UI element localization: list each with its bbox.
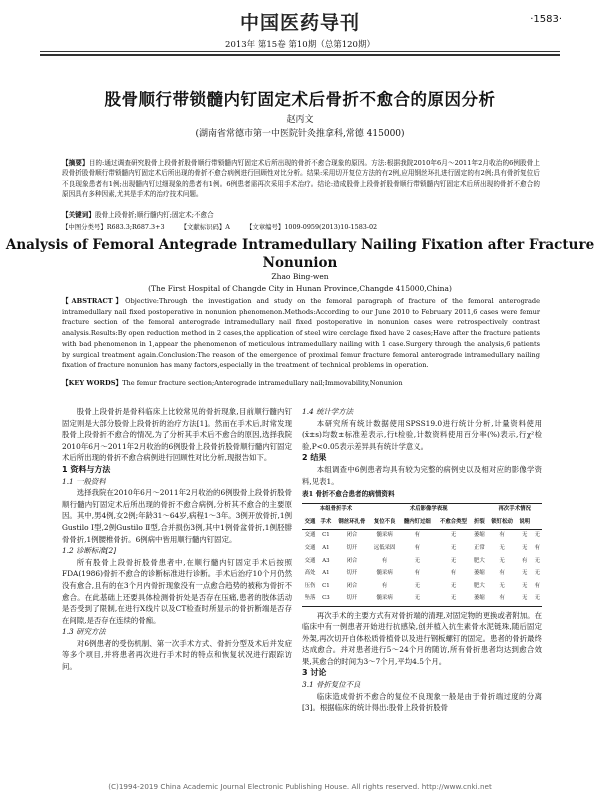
table-cell: 有 bbox=[381, 557, 388, 564]
patient-data-table bbox=[302, 503, 542, 607]
table-row bbox=[302, 568, 542, 581]
abstract-en bbox=[62, 296, 540, 371]
table-group-surgery: 本组骨折手术 bbox=[302, 503, 370, 516]
issue-line: 2013年 第15卷 第10期（总第120期） bbox=[225, 40, 375, 50]
table-cell: 切开 bbox=[346, 570, 358, 577]
table-column-header: 说明 bbox=[517, 516, 533, 529]
table-cell: 无 bbox=[517, 593, 533, 606]
intro-paragraph: 股骨上段骨折是骨科临床上比较常见的骨折现象,目前顺行髓内钉固定则是大部分股骨上段骨折的治疗方法[1]。然而在手术后,时常发现股骨上段骨折不愈合的情况,为了分析其手术后不愈合的原因,选择我院2010年6月～2011年2月收治的6例股骨上段骨折股骨顺行髓内钉固定术后所出现的骨折不愈合病例进行回顾性对比分析,现报告如下。 bbox=[62, 407, 292, 463]
keywords-en-label: 【KEY WORDS】 bbox=[62, 379, 123, 387]
subsection-heading-1-3: 1.3 研究方法 bbox=[62, 627, 106, 637]
body-column-left bbox=[62, 406, 292, 673]
table-cell: 切开 bbox=[346, 545, 358, 552]
table-cell: 无 bbox=[534, 570, 541, 577]
table-cell: 无 bbox=[414, 557, 421, 564]
article-affiliation-en: (The First Hospital of Changde City in Hunan Province,Changde 415000,China) bbox=[148, 284, 452, 293]
table-cell: 有 bbox=[534, 582, 541, 589]
table-column-header: 折裂 bbox=[471, 516, 487, 529]
table-cell: 无 bbox=[522, 545, 528, 552]
table-cell: 无 bbox=[534, 532, 541, 539]
keywords-en bbox=[62, 378, 540, 388]
page-number: ·1583· bbox=[530, 14, 562, 25]
article-author: 赵丙文 bbox=[286, 115, 314, 125]
table-cell: 萎缩 bbox=[474, 570, 485, 577]
table-column-header: 复位不良 bbox=[370, 516, 399, 529]
table-cell: 萎缩 bbox=[474, 532, 485, 539]
table-cell: 无 bbox=[499, 545, 505, 552]
table-cell: C3 bbox=[318, 593, 334, 606]
table-cell: 无 bbox=[414, 582, 421, 589]
paragraph-2b: 再次手术的主要方式有对骨折端的清理,对固定物的更换或者附加。在临床中有一例患者开始进行抗感染,创并植入抗生素骨水泥链珠,随后固定外架,再次切开自体松质骨植骨以及进行钢板螺钉的固定。患者的骨折最终达成愈合。并对患者进行5～24个月的随访,所有骨折患者均达到愈合效果,其愈合的时间为3～7个月,平均4.5个月。 bbox=[302, 610, 542, 666]
table-column-header: 不愈合类型 bbox=[435, 516, 471, 529]
table-cell: 萎缩 bbox=[471, 593, 487, 606]
keywords-cn bbox=[62, 210, 540, 220]
abstract-cn bbox=[62, 158, 540, 199]
table-cell: 高处 bbox=[304, 570, 316, 577]
table-cell: 有 bbox=[487, 593, 516, 606]
paragraph-1-1: 选择我院在2010年6月～2011年2月收治的6例股骨上段骨折股骨顺行髓内钉固定术后所出现的骨折不愈合病例,分析其不愈合的主要原因。其中,男4例,女2例;年龄31～64岁,病程1～3年。3例开放骨折,1例Gustilo Ⅰ型,2例Gustilo Ⅱ型,合并损伤3例,其中1例骨盆骨折,1例胫腓骨骨折,1例腰椎骨折。6例病中皆用顺行髓内钉固定。 bbox=[62, 488, 292, 544]
document-code: 【文献标识码】A bbox=[180, 223, 230, 231]
table-column-header: 锁钉松动 bbox=[487, 516, 516, 529]
table-cell: 无 bbox=[435, 593, 471, 606]
table-cell: 有 bbox=[522, 557, 528, 564]
table-cell: 无 bbox=[450, 557, 457, 564]
table-cell: 交通 bbox=[304, 557, 316, 564]
abstract-en-label: 【ABSTRACT】 bbox=[62, 297, 126, 305]
copyright-footer: (C)1994-2019 China Academic Journal Electronic Publishing House. All rights reserved. http://www.cnki.net bbox=[108, 782, 492, 791]
table-column-header-spacer bbox=[533, 516, 542, 529]
table-cell: 无 bbox=[499, 557, 505, 564]
table-cell: 有 bbox=[414, 545, 421, 552]
table-cell: 切开 bbox=[334, 593, 370, 606]
table-cell: 无 bbox=[522, 532, 528, 539]
abstract-en-text: Objective:Through the investigation and study on the femoral paragraph of fracture of the femoral anterograde intramedullary nail fixed postoperative in nonunion phenomenon.Methods:According to our June 2010 to February 2011,6 cases were femur fracture section of the femoral anterograde intramedullary nail fixed postoperative in nonunion cases were retrospectively contrast analysis.Results:By open reduction method in 2 cases,the application of steel wire cerclage fixed have 2 cases;Have after the fracture patients with bad phenomenon in 1,appear the phenomenon of meticulous intramedullary nailing with 1 case.Surgery through the analysis,6 patients by surgical treatment again.Conclusion:The reason of the emergence of proximal femur fracture femoral anterograde intramedullary nailing fixation of fracture nonunion has many factors,especially in the treatment of technical problems in operation. bbox=[62, 297, 540, 370]
table-cell: 有 bbox=[499, 532, 505, 539]
table-cell: 无 bbox=[450, 532, 457, 539]
table-cell: 肥大 bbox=[474, 557, 485, 564]
journal-logo: 中国医药导刊 bbox=[239, 12, 360, 34]
table-cell: 闭合 bbox=[346, 582, 358, 589]
article-affiliation: (湖南省常德市第一中医院针灸推拿科,常德 415000) bbox=[195, 129, 405, 139]
paragraph-2: 本组调查中6例患者均具有较为完整的病例史以及相对应的影像学资料,见表1。 bbox=[302, 464, 542, 486]
table-row bbox=[302, 593, 542, 606]
paragraph-3-1: 临床造成骨折不愈合的复位不良现象一般是由于骨折端过度的分离[3]。根据临床的统计得出:股骨上段骨折股骨 bbox=[302, 691, 542, 713]
section-heading-2: 2 结果 bbox=[302, 453, 327, 463]
abstract-cn-label: 【摘要】 bbox=[62, 159, 89, 167]
table-column-header: 手术 bbox=[318, 516, 334, 529]
table-cell: 有 bbox=[499, 570, 505, 577]
table-cell: A1 bbox=[322, 545, 330, 552]
article-title-en: Analysis of Femoral Antegrade Intramedullary Nailing Fixation after Fracture Nonunion bbox=[5, 237, 595, 271]
table-cell: 交通 bbox=[304, 532, 316, 539]
table-row bbox=[302, 543, 542, 556]
table-cell: 无 bbox=[534, 557, 541, 564]
table-caption: 表1 骨折不愈合患者的病情资料 bbox=[302, 490, 395, 499]
abstract-cn-text: 目的:通过调查研究股骨上段骨折股骨顺行带锁髓内钉固定术后所出现的骨折不愈合现象的原因。方法:根据我院2010年6月～2011年2月收治的6例股骨上段骨折股骨顺行带锁髓内钉固定术后所出现的骨折不愈合病例进行回顾性对比分析。结果:采用切开复位方法的有2例,应用钢丝环扎进行固定的有2例;具有骨折复位后不良现象患者有1例;出现髓内钉过细现象的患者有1例。6例患者需再次采用手术治疗。结论:造成股骨上段骨折股骨顺行带锁髓内钉固定术后所出现的骨折不愈合的原因具有多种因素,尤其是手术的治疗技术问题。 bbox=[62, 159, 540, 198]
table-cell: C1 bbox=[322, 582, 330, 589]
table-cell: 无 bbox=[450, 582, 457, 589]
section-heading-1: 1 资料与方法 bbox=[62, 464, 111, 474]
header-rule-thin bbox=[40, 51, 560, 52]
keywords-cn-label: 【关键词】 bbox=[62, 211, 95, 219]
table-cell: 远低采固 bbox=[373, 545, 396, 552]
table-column-header: 髓内钉过细 bbox=[399, 516, 435, 529]
table-cell: 无 bbox=[533, 593, 542, 606]
table-group-imaging: 术后影像学表现 bbox=[370, 503, 487, 516]
table-row bbox=[302, 580, 542, 593]
subsection-heading-1-4: 1.4 统计学方法 bbox=[302, 407, 354, 416]
table-cell: 有 bbox=[534, 545, 541, 552]
subsection-heading-1-1: 1.1 一般资料 bbox=[62, 476, 106, 486]
article-meta-cn bbox=[62, 222, 540, 232]
table-cell: C1 bbox=[322, 532, 330, 539]
table-cell: 无 bbox=[522, 582, 528, 589]
header-rule-thick bbox=[40, 54, 560, 56]
page-header bbox=[0, 0, 600, 62]
table-cell: 髓采病 bbox=[370, 593, 399, 606]
table-cell: 有 bbox=[450, 570, 457, 577]
table-cell: 有 bbox=[414, 570, 421, 577]
paragraph-1-4: 本研究所有统计数据使用SPSS19.0进行统计分析,计量资料使用(x̄±s)均数±标准差表示,行t检验,计数资料使用百分率(%)表示,行χ²检验,P<0.05表示差异具有统计学意义。 bbox=[302, 418, 542, 451]
table-row bbox=[302, 529, 542, 542]
table-cell: 无 bbox=[399, 593, 435, 606]
table-cell: 无 bbox=[499, 582, 505, 589]
table-cell: 闭合 bbox=[346, 557, 358, 564]
paragraph-1-2: 所有股骨上段骨折股骨患者中,在顺行髓内钉固定手术后按照FDA(1986)骨折不愈合的诊断标准进行诊断。手术后治疗10个月仍然没有愈合,且有的在3个月内骨折现象没有一点愈合趋势的被称为骨折不愈合。在此基础上还要具体检测骨折处是否存在压痛,患者的肢体活动是否受到了限制,在进行X线片以及CT检查时所显示的骨折断端是否存在间隙,是否存在连续的骨痂。 bbox=[62, 557, 292, 625]
section-heading-3: 3 讨论 bbox=[302, 668, 327, 678]
subsection-heading-1-2: 1.2 诊断标准[2] bbox=[62, 546, 117, 556]
table-cell: 交通 bbox=[304, 545, 316, 552]
article-id: 【文章编号】1009-0959(2013)10-1583-02 bbox=[245, 223, 378, 231]
table-cell: 闭合 bbox=[346, 532, 358, 539]
table-group-reoperation: 再次手术情况 bbox=[487, 503, 542, 516]
body-column-right bbox=[302, 406, 542, 714]
table-cell: 坠落 bbox=[302, 593, 318, 606]
keywords-cn-text: 股骨上段骨折;顺行髓内钉;固定术;不愈合 bbox=[94, 211, 214, 219]
table-cell: 肥大 bbox=[474, 582, 485, 589]
table-column-header: 钢丝环扎骨 bbox=[334, 516, 370, 529]
table-cell: 压伤 bbox=[304, 582, 316, 589]
paragraph-1-3: 对6例患者的受伤机制、第一次手术方式、骨折分型及术后并发症等多个项目,并将患者再次进行手术时的特点和恢复状况进行跟踪访问。 bbox=[62, 638, 292, 672]
table-cell: A3 bbox=[322, 557, 330, 564]
article-title: 股骨顺行带锁髓内钉固定术后骨折不愈合的原因分析 bbox=[104, 90, 496, 109]
table-cell: 正常 bbox=[474, 545, 485, 552]
table-cell: 有 bbox=[414, 532, 421, 539]
subsection-heading-3-1: 3.1 骨折复位不良 bbox=[302, 680, 361, 690]
table-cell: 无 bbox=[522, 570, 528, 577]
table-cell: 有 bbox=[381, 582, 388, 589]
table-cell: A1 bbox=[322, 570, 330, 577]
table-column-header: 交通 bbox=[302, 516, 318, 529]
table-cell: 髓采病 bbox=[376, 532, 393, 539]
article-author-en: Zhao Bing-wen bbox=[271, 272, 329, 281]
table-cell: 无 bbox=[450, 545, 457, 552]
keywords-en-text: The femur fracture section;Anterograde intramedullary nail;Immovability,Nonunion bbox=[122, 379, 403, 387]
table-row bbox=[302, 555, 542, 568]
table-cell: 髓采病 bbox=[376, 570, 393, 577]
clc-number: 【中图分类号】R683.3;R687.3+3 bbox=[62, 223, 165, 231]
